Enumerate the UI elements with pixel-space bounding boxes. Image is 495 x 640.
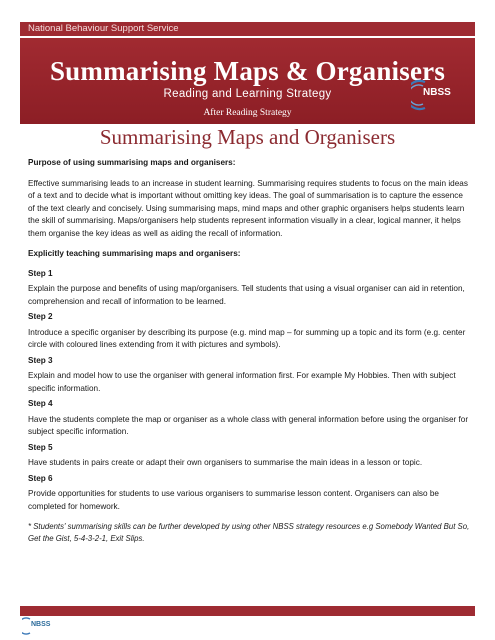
banner-subtitle: Reading and Learning Strategy [163, 88, 332, 100]
strategy-tag: After Reading Strategy [203, 108, 292, 118]
step-label: Step 4 [28, 399, 53, 408]
banner-title: Summarising Maps & Organisers [49, 56, 446, 86]
document-heading: Summarising Maps and Organisers [99, 125, 396, 149]
footer-logo [22, 617, 54, 635]
step-label: Step 2 [28, 312, 53, 321]
document-body [28, 157, 472, 544]
step-text: Have the students complete the map or organiser as a whole class with general information before using the organiser for subject specific information. [28, 414, 469, 436]
step-label: Step 5 [28, 442, 53, 452]
footer-bar [20, 606, 475, 616]
purpose-paragraph: Effective summarising leads to an increase in student learning. Summarising requires students to focus on the main ideas of a text and to decide what is important without omitting key ideas. The goal of summarisation is to capture the essence of the text clearly and concisely. Using summarising maps, mind maps and other graphic organisers helps students learn the skill of summarising. Maps/organisers help students represent information visually in a clear, logical manner, it helps them organise the key ideas as well as aiding the recall of information. [28, 178, 468, 238]
step-text: Have students in pairs create or adapt their own organisers to summarise the main ideas in a lesson or topic. [28, 458, 423, 467]
org-name: National Behaviour Support Service [28, 23, 179, 34]
footnote: * Students' summarising skills can be further developed by using other NBSS strategy resources e.g Somebody Wanted But So, Get the Gist, 5-4-3-2-1, Exit Slips. [28, 522, 470, 543]
step-label: Step 6 [28, 473, 53, 483]
step-text: Introduce a specific organiser by describing its purpose (e.g. mind map – for summing up a topic and its form (e.g. center circle with coloured lines extending from it with pictures and symbols). [28, 327, 466, 349]
step-label: Step 3 [28, 355, 53, 365]
step-label: Step 1 [28, 268, 53, 278]
step-text: Provide opportunities for students to use various organisers to summarise lesson content. Organisers can also be completed for homework. [28, 489, 439, 511]
step-text: Explain and model how to use the organiser with general information first. For example My Hobbies. Then with subject specific information. [28, 371, 456, 393]
teaching-heading: Explicitly teaching summarising maps and organisers: [28, 249, 241, 258]
footer-logo-text: NBSS [31, 621, 51, 628]
purpose-heading: Purpose of using summarising maps and organisers: [28, 158, 236, 167]
nbss-logo-text: NBSS [423, 87, 451, 98]
org-bar [20, 22, 475, 36]
title-banner [20, 38, 475, 124]
step-text: Explain the purpose and benefits of using map/organisers. Tell students that using a visual organiser can aid in retention, comprehension and recall of information to be learned. [28, 284, 465, 306]
nbss-logo [411, 78, 467, 112]
